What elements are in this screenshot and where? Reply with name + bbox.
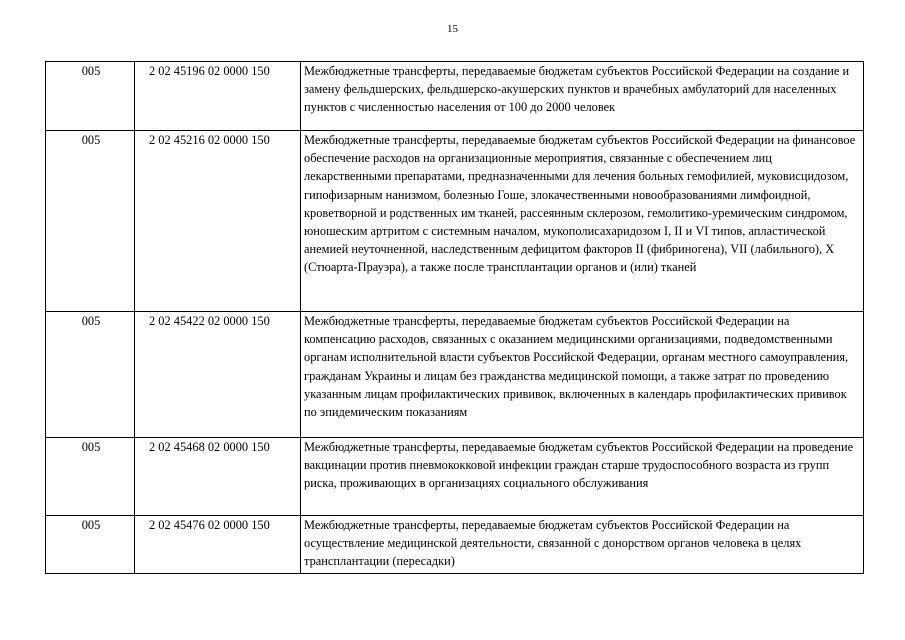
revenue-name-cell: Межбюджетные трансферты, передаваемые бюджетам субъектов Российской Федерации на осуществление медицинской деятельности, связанной с донорством органов человека в целях трансплантации (пересадки) xyxy=(301,516,864,574)
administrator-code-cell: 005 xyxy=(46,62,135,131)
budget-classification-code-cell: 2 02 45476 02 0000 150 xyxy=(135,516,301,574)
budget-classification-code-cell: 2 02 45216 02 0000 150 xyxy=(135,131,301,312)
administrator-code-cell: 005 xyxy=(46,131,135,312)
administrator-code-cell: 005 xyxy=(46,516,135,574)
page-number: 15 xyxy=(447,23,458,35)
table-row xyxy=(46,62,864,131)
revenue-name-cell: Межбюджетные трансферты, передаваемые бюджетам субъектов Российской Федерации на финансовое обеспечение расходов на организационные мероприятия, связанные с обеспечением лиц лекарственными препаратами, предназначенными для лечения больных гемофилией, муковисцидозом, гипофизарным нанизмом, болезнью Гоше, злокачественными новообразованиями лимфоидной, кроветворной и родственных им тканей, рассеянным склерозом, гемолитико-уремическим синдромом, юношеским артритом с системным началом, мукополисахаридозом I, II и VI типов, апластической анемией неуточненной, наследственным дефицитом факторов II (фибриногена), VII (лабильного), X (Стюарта-Прауэра), а также после трансплантации органов и (или) тканей xyxy=(301,131,864,312)
revenue-name-cell: Межбюджетные трансферты, передаваемые бюджетам субъектов Российской Федерации на создание и замену фельдшерских, фельдшерско-акушерских пунктов и врачебных амбулаторий для населенных пунктов с численностью населения от 100 до 2000 человек xyxy=(301,62,864,131)
budget-classification-code-cell: 2 02 45468 02 0000 150 xyxy=(135,438,301,516)
table-row xyxy=(46,516,864,574)
budget-revenue-table xyxy=(45,61,864,574)
table-row xyxy=(46,312,864,438)
revenue-name-cell: Межбюджетные трансферты, передаваемые бюджетам субъектов Российской Федерации на проведение вакцинации против пневмококковой инфекции граждан старше трудоспособного возраста из групп риска, проживающих в организациях социального обслуживания xyxy=(301,438,864,516)
table-row xyxy=(46,131,864,312)
budget-classification-code-cell: 2 02 45422 02 0000 150 xyxy=(135,312,301,438)
administrator-code-cell: 005 xyxy=(46,438,135,516)
budget-classification-code-cell: 2 02 45196 02 0000 150 xyxy=(135,62,301,131)
revenue-name-cell: Межбюджетные трансферты, передаваемые бюджетам субъектов Российской Федерации на компенсацию расходов, связанных с оказанием медицинскими организациями, подведомственными органам исполнительной власти субъектов Российской Федерации, органам местного самоуправления, гражданам Украины и лицам без гражданства медицинской помощи, а также затрат по проведению указанным лицам профилактических прививок, включенных в календарь профилактических прививок по эпидемическим показаниям xyxy=(301,312,864,438)
administrator-code-cell: 005 xyxy=(46,312,135,438)
table-row xyxy=(46,438,864,516)
